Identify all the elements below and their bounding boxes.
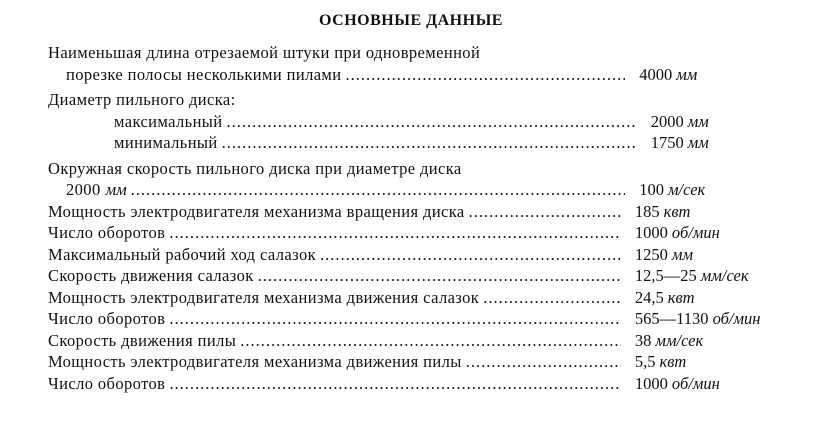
spec-value — [627, 330, 818, 352]
spec-value — [631, 64, 818, 86]
spec-value-number: 12,5—25 — [634, 266, 697, 285]
spec-row — [48, 42, 818, 64]
spec-value — [627, 308, 818, 330]
spec-label-text: порезке полосы несколькими пилами — [66, 64, 342, 84]
spec-label — [48, 330, 627, 352]
dot-leader — [240, 330, 621, 352]
spec-value-unit: об/мин — [671, 373, 720, 393]
spec-value-unit: мм — [671, 244, 693, 264]
spec-label-text: Мощность электродвигателя механизма движения салазок — [48, 287, 480, 307]
spec-value-unit: об/мин — [671, 223, 720, 242]
specs-list — [48, 42, 818, 394]
spec-value-unit: мм/сек — [655, 330, 704, 350]
spec-value-number: 1750 — [650, 133, 684, 152]
spec-value — [627, 287, 818, 309]
spec-value-unit: мм — [676, 64, 698, 84]
spec-value-number: 185 — [634, 201, 660, 221]
spec-label — [48, 42, 627, 64]
dot-leader — [227, 111, 637, 133]
spec-label-text: Максимальный рабочий ход салазок — [48, 244, 317, 264]
spec-value — [627, 222, 818, 244]
spec-row — [48, 132, 818, 154]
spec-label-unit: мм — [105, 180, 127, 199]
spec-value-unit: об/мин — [712, 309, 761, 328]
spec-value — [643, 111, 818, 133]
spec-row — [48, 89, 818, 111]
spec-value-number: 1000 — [634, 373, 668, 393]
spec-value-number: 1250 — [634, 244, 668, 264]
spec-value-number: 4000 — [639, 64, 673, 84]
dot-leader — [131, 179, 626, 201]
spec-row — [48, 308, 818, 330]
spec-label — [48, 351, 627, 373]
dot-leader — [222, 132, 637, 154]
spec-label-text: Число оборотов — [48, 309, 166, 328]
spec-row — [48, 287, 818, 309]
dot-leader — [169, 373, 621, 395]
spec-label-text: 2000 — [66, 180, 101, 199]
spec-row — [48, 351, 818, 373]
dot-leader — [258, 265, 621, 287]
spec-label-text: Наименьшая длина отрезаемой штуки при одновременной — [48, 43, 481, 62]
spec-label-text: Число оборотов — [48, 373, 166, 393]
spec-label — [48, 244, 627, 266]
spec-label-text: максимальный — [114, 111, 223, 131]
spec-row — [48, 330, 818, 352]
spec-label — [48, 287, 627, 309]
spec-value-number: 565—1130 — [634, 309, 709, 328]
spec-row — [48, 64, 818, 86]
spec-label — [48, 373, 627, 395]
spec-value-unit: мм — [687, 133, 709, 152]
spec-row — [48, 179, 818, 201]
spec-value-unit: мм/сек — [700, 266, 749, 285]
spec-value-number: 24,5 — [634, 287, 664, 307]
spec-label-text: Мощность электродвигателя механизма вращения диска — [48, 201, 465, 221]
dot-leader — [169, 308, 621, 330]
spec-label — [48, 308, 627, 330]
dot-leader — [320, 244, 621, 266]
spec-label — [48, 132, 643, 154]
spec-value-number: 5,5 — [634, 352, 656, 371]
spec-value-unit: квт — [667, 287, 695, 307]
dot-leader — [169, 222, 621, 244]
spec-row — [48, 201, 818, 223]
spec-label — [48, 158, 627, 180]
dot-leader — [483, 287, 621, 309]
spec-value-unit: квт — [659, 352, 687, 371]
spec-value-number: 1000 — [634, 223, 668, 242]
spec-value-unit: квт — [663, 201, 691, 221]
spec-value — [627, 373, 818, 395]
dot-leader — [346, 64, 626, 86]
spec-row — [48, 244, 818, 266]
spec-label — [48, 179, 631, 201]
spec-label-text: Скорость движения пилы — [48, 330, 237, 350]
spec-row — [48, 373, 818, 395]
spec-row — [48, 111, 818, 133]
spec-value-number: 2000 — [650, 111, 684, 131]
spec-label-text: Диаметр пильного диска: — [48, 90, 236, 109]
spec-value — [643, 132, 818, 154]
spec-label-text: Окружная скорость пильного диска при диаметре диска — [48, 158, 462, 178]
spec-value-unit: м/сек — [668, 180, 706, 199]
spec-value-number: 100 — [639, 180, 664, 199]
spec-label — [48, 64, 631, 86]
spec-label — [48, 111, 643, 133]
spec-label — [48, 89, 627, 111]
spec-value-unit: мм — [687, 111, 709, 131]
spec-row — [48, 265, 818, 287]
spec-row — [48, 158, 818, 180]
spec-value — [631, 179, 818, 201]
spec-value — [627, 244, 818, 266]
spec-label-text: Мощность электродвигателя механизма движения пилы — [48, 352, 462, 371]
spec-value — [627, 201, 818, 223]
spec-label — [48, 265, 627, 287]
spec-label — [48, 201, 627, 223]
spec-label-text: минимальный — [114, 133, 218, 152]
spec-label-text: Число оборотов — [48, 223, 166, 242]
spec-value — [627, 351, 818, 373]
spec-row — [48, 222, 818, 244]
spec-value — [627, 265, 818, 287]
spec-value-number: 38 — [634, 330, 652, 350]
spec-label — [48, 222, 627, 244]
dot-leader — [469, 201, 621, 223]
dot-leader — [466, 351, 621, 373]
section-title: ОСНОВНЫЕ ДАННЫЕ — [319, 12, 503, 29]
spec-label-text: Скорость движения салазок — [48, 266, 254, 285]
